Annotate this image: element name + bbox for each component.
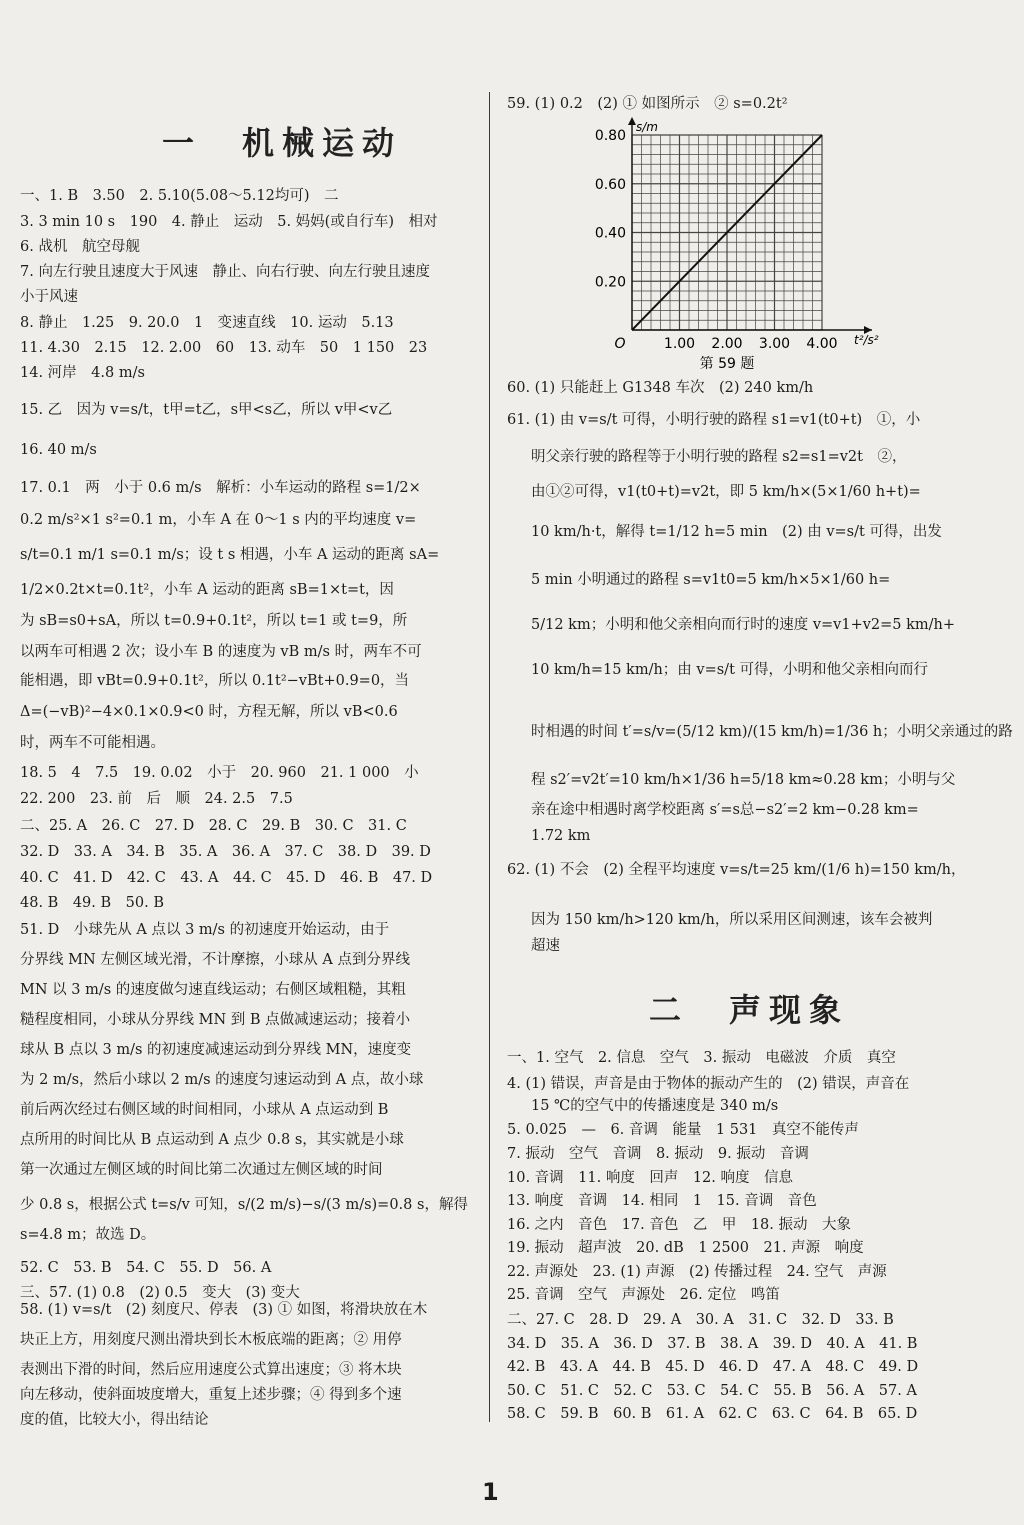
answer-line: 分界线 MN 左侧区域光滑，不计摩擦，小球从 A 点到分界线: [20, 952, 410, 968]
answer-line: 三、57. (1) 0.8 (2) 0.5 变大 (3) 变大: [20, 1285, 300, 1301]
answer-line: 62. (1) 不会 (2) 全程平均速度 v=s/t=25 km/(1/6 h)=150 km/h，: [507, 862, 966, 878]
answer-line: 3. 3 min 10 s 190 4. 静止 运动 5. 妈妈(或自行车) 相对: [20, 214, 438, 230]
answer-line: 少 0.8 s，根据公式 t=s/v 可知，s/(2 m/s)−s/(3 m/s)=0.8 s，解得: [20, 1197, 468, 1213]
answer-line: 亲在途中相遇时离学校距离 s′=s总−s2′=2 km−0.28 km=: [531, 802, 919, 818]
x-tick-label: 3.00: [758, 336, 791, 352]
answer-line: s=4.8 m；故选 D。: [20, 1227, 156, 1243]
answer-line: 58. (1) v=s/t (2) 刻度尺、停表 (3) ① 如图，将滑块放在木: [20, 1302, 428, 1318]
answer-line: 13. 响度 音调 14. 相同 1 15. 音调 音色: [507, 1193, 817, 1209]
answer-line: 能相遇，即 vBt=0.9+0.1t²，所以 0.1t²−vBt+0.9=0，当: [20, 673, 410, 689]
answer-line: 14. 河岸 4.8 m/s: [20, 365, 145, 381]
x-tick-label: 1.00: [663, 336, 696, 352]
answer-line: 50. C 51. C 52. C 53. C 54. C 55. B 56. A 57. A: [507, 1383, 917, 1399]
answer-line: 点所用的时间比从 B 点运动到 A 点少 0.8 s，其实就是小球: [20, 1132, 404, 1148]
answer-line: 小于风速: [20, 289, 78, 305]
answer-line: 1/2×0.2t×t=0.1t²，小车 A 运动的距离 sB=1×t=t，因: [20, 582, 394, 598]
answer-line: 10 km/h=15 km/h；由 v=s/t 可得，小明和他父亲相向而行: [531, 662, 928, 678]
answer-line: 60. (1) 只能赶上 G1348 车次 (2) 240 km/h: [507, 380, 814, 396]
answer-line: MN 以 3 m/s 的速度做匀速直线运动；右侧区域粗糙，其粗: [20, 982, 406, 998]
answer-line: 11. 4.30 2.15 12. 2.00 60 13. 动车 50 1 150 23: [20, 340, 428, 356]
answer-line: 8. 静止 1.25 9. 20.0 1 变速直线 10. 运动 5.13: [20, 315, 394, 331]
page-number: 1: [482, 1478, 499, 1506]
answer-line: 18. 5 4 7.5 19. 0.02 小于 20. 960 21. 1 000 小: [20, 765, 419, 781]
q59-chart: [567, 115, 947, 375]
answer-line: 58. C 59. B 60. B 61. A 62. C 63. C 64. B 65. D: [507, 1406, 918, 1422]
answer-line: 51. D 小球先从 A 点以 3 m/s 的初速度开始运动，由于: [20, 922, 390, 938]
y-axis-arrow: [628, 117, 636, 125]
answer-line: 61. (1) 由 v=s/t 可得，小明行驶的路程 s1=v1(t0+t) ①，小: [507, 412, 921, 428]
answer-line: 球从 B 点以 3 m/s 的初速度减速运动到分界线 MN，速度变: [20, 1042, 412, 1058]
answer-line: 7. 向左行驶且速度大于风速 静止、向右行驶、向左行驶且速度: [20, 264, 430, 280]
answer-line: 42. B 43. A 44. B 45. D 46. D 47. A 48. C 49. D: [507, 1359, 919, 1375]
answer-line: 一、1. B 3.50 2. 5.10(5.08～5.12均可) 二: [20, 188, 339, 204]
answer-line: 4. (1) 错误，声音是由于物体的振动产生的 (2) 错误，声音在: [507, 1076, 910, 1092]
answer-line: 25. 音调 空气 声源处 26. 定位 鸣笛: [507, 1287, 780, 1303]
x-tick-label: 2.00: [711, 336, 743, 352]
answer-line: 由①②可得，v1(t0+t)=v2t，即 5 km/h×(5×1/60 h+t)=: [531, 484, 921, 500]
answer-line: 为 sB=s0+sA，所以 t=0.9+0.1t²，所以 t=1 或 t=9，所: [20, 613, 408, 629]
answer-line: 15 ℃的空气中的传播速度是 340 m/s: [531, 1098, 779, 1114]
answer-line: 因为 150 km/h>120 km/h，所以采用区间测速，该车会被判: [531, 912, 933, 928]
answer-line: s/t=0.1 m/1 s=0.1 m/s；设 t s 相遇，小车 A 运动的距离 sA=: [20, 547, 440, 563]
answer-line-q59: 59. (1) 0.2 (2) ① 如图所示 ② s=0.2t²: [507, 96, 788, 112]
answer-line: 二、27. C 28. D 29. A 30. A 31. C 32. D 33. B: [507, 1312, 894, 1328]
answer-line: 48. B 49. B 50. B: [20, 895, 164, 911]
answer-line: 1.72 km: [531, 828, 591, 844]
answer-line: 为 2 m/s，然后小球以 2 m/s 的速度匀速运动到 A 点，故小球: [20, 1072, 424, 1088]
answer-line: 34. D 35. A 36. D 37. B 38. A 39. D 40. A 41. B: [507, 1336, 918, 1352]
x-axis-label: t²/s²: [854, 333, 879, 347]
answer-line: 16. 40 m/s: [20, 442, 97, 458]
answer-line: 向左移动，使斜面坡度增大，重复上述步骤；④ 得到多个速: [20, 1387, 402, 1403]
answer-line: 52. C 53. B 54. C 55. D 56. A: [20, 1260, 272, 1276]
section-title-mechanical-motion: 一 机械运动: [162, 124, 403, 162]
origin-label: O: [614, 336, 626, 352]
answer-line: 第一次通过左侧区域的时间比第二次通过左侧区域的时间: [20, 1162, 383, 1178]
chart-caption: 第 59 题: [699, 356, 755, 372]
answer-line: 以两车可相遇 2 次；设小车 B 的速度为 vB m/s 时，两车不可: [20, 644, 422, 660]
answer-line: 15. 乙 因为 v=s/t，t甲=t乙，s甲<s乙，所以 v甲<v乙: [20, 402, 393, 418]
answer-line: 19. 振动 超声波 20. dB 1 2500 21. 声源 响度: [507, 1240, 864, 1256]
answer-line: 7. 振动 空气 音调 8. 振动 9. 振动 音调: [507, 1146, 809, 1162]
answer-line: 前后两次经过右侧区域的时间相同，小球从 A 点运动到 B: [20, 1102, 389, 1118]
answer-line: 糙程度相同，小球从分界线 MN 到 B 点做减速运动；接着小: [20, 1012, 411, 1028]
answer-line: 度的值，比较大小，得出结论: [20, 1412, 209, 1428]
y-axis-label: s/m: [636, 120, 658, 134]
answer-line: 10 km/h·t，解得 t=1/12 h=5 min (2) 由 v=s/t 可得，出发: [531, 524, 942, 540]
answer-line: 二、25. A 26. C 27. D 28. C 29. B 30. C 31. C: [20, 818, 407, 834]
answer-line: 16. 之内 音色 17. 音色 乙 甲 18. 振动 大象: [507, 1217, 852, 1233]
answer-line: 5 min 小明通过的路程 s=v1t0=5 km/h×5×1/60 h=: [531, 572, 891, 588]
section-title-sound: 二 声现象: [649, 991, 850, 1029]
answer-line: 6. 战机 航空母舰: [20, 239, 140, 255]
answer-line: 超速: [531, 938, 560, 954]
y-tick-label: 0.20: [594, 274, 626, 291]
answer-line: 10. 音调 11. 响度 回声 12. 响度 信息: [507, 1170, 794, 1186]
y-tick-label: 0.60: [594, 176, 626, 193]
answer-line: 时相遇的时间 t′=s/v=(5/12 km)/(15 km/h)=1/36 h；小明父亲通过的路: [531, 724, 1013, 740]
answer-line: Δ=(−vB)²−4×0.1×0.9<0 时，方程无解，所以 vB<0.6: [20, 704, 398, 720]
column-divider: [489, 92, 490, 1422]
answer-line: 程 s2′=v2t′=10 km/h×1/36 h=5/18 km≈0.28 km；小明与父: [531, 772, 956, 788]
y-tick-label: 0.80: [594, 128, 626, 144]
answer-line: 40. C 41. D 42. C 43. A 44. C 45. D 46. B 47. D: [20, 870, 433, 886]
answer-line: 一、1. 空气 2. 信息 空气 3. 振动 电磁波 介质 真空: [507, 1050, 896, 1066]
answer-line: 5/12 km；小明和他父亲相向而行时的速度 v=v1+v2=5 km/h+: [531, 617, 956, 633]
answer-line: 时，两车不可能相遇。: [20, 735, 165, 751]
answer-line: 5. 0.025 — 6. 音调 能量 1 531 真空不能传声: [507, 1122, 859, 1138]
answer-line: 表测出下滑的时间，然后应用速度公式算出速度；③ 将木块: [20, 1362, 402, 1378]
x-tick-label: 4.00: [806, 336, 838, 352]
answer-line: 17. 0.1 两 小于 0.6 m/s 解析：小车运动的路程 s=1/2×: [20, 480, 421, 496]
answer-line: 块正上方，用刻度尺测出滑块到长木板底端的距离；② 用停: [20, 1332, 402, 1348]
y-tick-label: 0.40: [594, 225, 626, 242]
answer-line: 22. 200 23. 前 后 顺 24. 2.5 7.5: [20, 791, 293, 807]
answer-line: 明父亲行驶的路程等于小明行驶的路程 s2=s1=v2t ②，: [531, 449, 907, 465]
answer-line: 0.2 m/s²×1 s²=0.1 m，小车 A 在 0～1 s 内的平均速度 v=: [20, 512, 417, 528]
answer-line: 32. D 33. A 34. B 35. A 36. A 37. C 38. D 39. D: [20, 844, 431, 860]
answer-line: 22. 声源处 23. (1) 声源 (2) 传播过程 24. 空气 声源: [507, 1264, 887, 1280]
